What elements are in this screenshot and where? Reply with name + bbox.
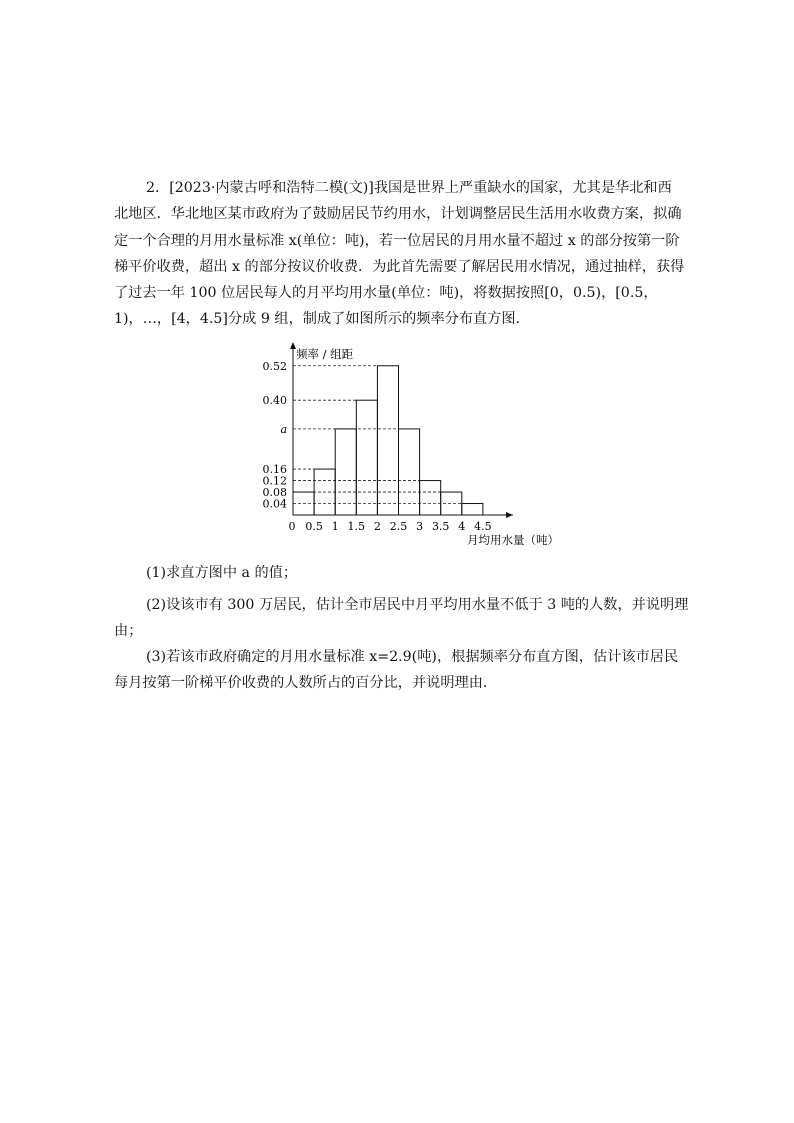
question-3 — [114, 644, 682, 697]
y-tick-label-4: a — [280, 422, 287, 436]
x-tick-label-2: 1 — [331, 520, 339, 533]
problem-line-5: 了过去一年 100 位居民每人的月平均用水量(单位：吨)，将数据按照[0，0.5)，[0.5， — [114, 285, 658, 302]
question-1-text: (1)求直方图中 a 的值； — [146, 565, 298, 581]
y-tick-label-3: 0.16 — [262, 463, 287, 477]
y-tick-label-0: 0.04 — [262, 497, 287, 511]
problem-line-4: 梯平价收费，超出 x 的部分按议价收费．为此首先需要了解居民用水情况，通过抽样，获得 — [114, 258, 685, 275]
histogram-bar-2 — [335, 429, 356, 515]
problem-line-2: 北地区．华北地区某市政府为了鼓励居民节约用水，计划调整居民生活用水收费方案，拟确 — [114, 206, 682, 223]
x-tick-label-8: 4 — [458, 520, 466, 533]
x-tick-label-5: 2.5 — [389, 520, 408, 533]
problem-line-1: 2．[2023·内蒙古呼和浩特二模(文)]我国是世界上严重缺水的国家，尤其是华北和西 — [146, 180, 672, 196]
x-tick-label-4: 2 — [373, 520, 381, 533]
question-1 — [114, 560, 682, 586]
histogram-bar-4 — [377, 366, 398, 515]
question-3-line-1: (3)若该市政府确定的月用水量标准 x=2.9(吨)，根据频率分布直方图，估计该市居民 — [146, 649, 679, 665]
histogram-bar-8 — [462, 504, 483, 515]
y-tick-label-5: 0.40 — [262, 394, 287, 408]
frequency-histogram — [255, 338, 575, 553]
y-tick-label-1: 0.08 — [262, 486, 287, 500]
question-2-line-1: (2)设该市有 300 万居民，估计全市居民中月平均用水量不低于 3 吨的人数，并说明理 — [146, 597, 689, 613]
y-axis-label: 频率 / 组距 — [296, 347, 354, 361]
x-axis-label: 月均用水量（吨） — [467, 533, 559, 547]
question-2-line-2: 由； — [114, 623, 143, 640]
y-tick-label-6: 0.52 — [262, 359, 287, 373]
x-tick-label-9: 4.5 — [474, 520, 492, 533]
question-2 — [114, 592, 689, 645]
question-3-line-2: 每月按第一阶梯平价收费的人数所占的百分比，并说明理由． — [114, 675, 498, 692]
x-tick-label-1: 0.5 — [305, 520, 323, 533]
y-tick-label-2: 0.12 — [262, 474, 287, 488]
x-tick-label-0: 0 — [288, 520, 296, 533]
x-axis-arrow-icon — [506, 512, 513, 518]
problem-line-6: 1)，…，[4，4.5]分成 9 组，制成了如图所示的频率分布直方图． — [114, 311, 530, 328]
x-tick-label-7: 3.5 — [431, 520, 450, 533]
problem-line-3: 定一个合理的月用水量标准 x(单位：吨)，若一位居民的月用水量不超过 x 的部分按第一阶 — [114, 232, 680, 249]
histogram-bar-6 — [420, 481, 441, 515]
histogram-bar-5 — [399, 429, 420, 515]
x-tick-label-3: 1.5 — [347, 520, 366, 533]
problem-statement — [114, 175, 685, 333]
histogram-bar-3 — [356, 400, 377, 515]
x-tick-label-6: 3 — [416, 520, 424, 533]
